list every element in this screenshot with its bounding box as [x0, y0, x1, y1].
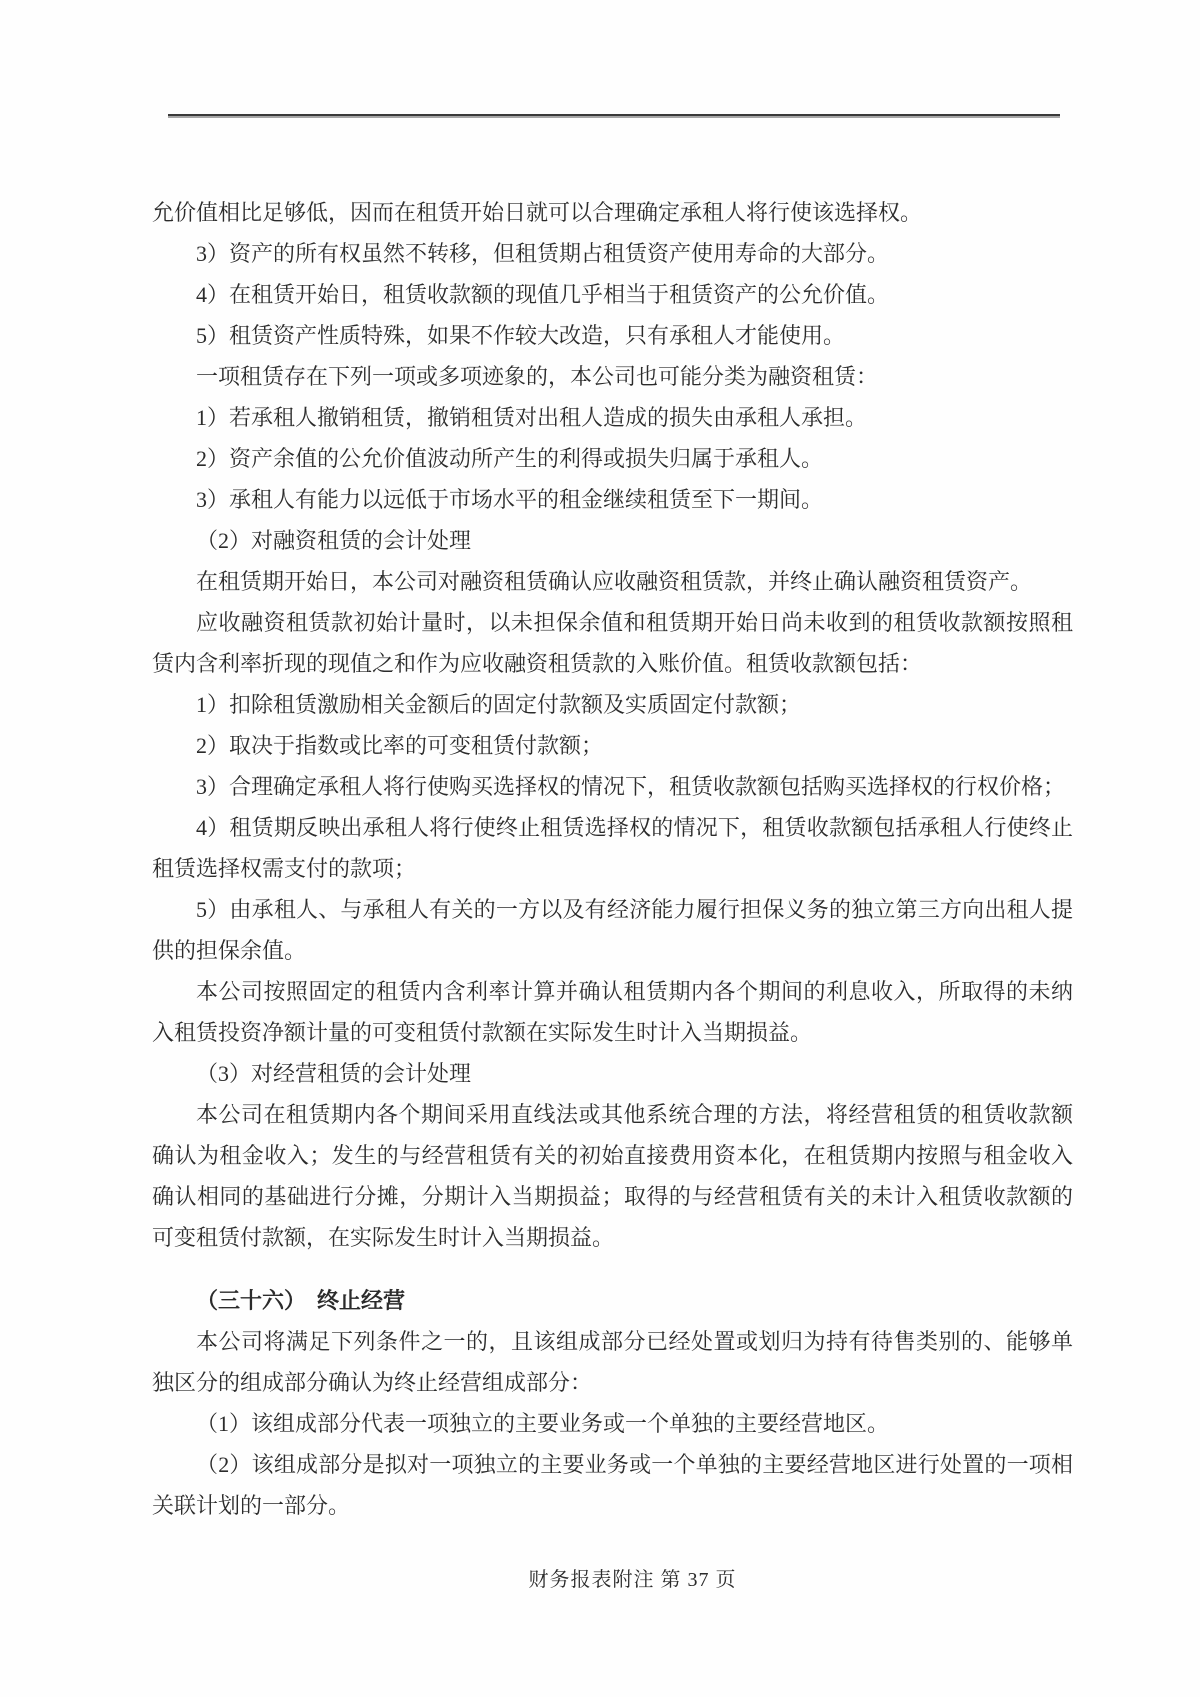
text-line: 入租赁投资净额计量的可变租赁付款额在实际发生时计入当期损益。	[152, 1020, 813, 1045]
text-line: 供的担保余值。	[152, 938, 307, 963]
text-line: 本公司将满足下列条件之一的，且该组成部分已经处置或划归为持有待售类别的、能够单	[196, 1329, 1073, 1354]
text-line: （3）对经营租赁的会计处理	[196, 1061, 472, 1086]
text-line: 一项租赁存在下列一项或多项迹象的，本公司也可能分类为融资租赁：	[196, 364, 879, 389]
page-footer	[172, 1566, 1093, 1594]
text-line: 3）资产的所有权虽然不转移，但租赁期占租赁资产使用寿命的大部分。	[196, 241, 890, 266]
text-line: 1）若承租人撤销租赁，撤销租赁对出租人造成的损失由承租人承担。	[196, 405, 868, 430]
text-line: 租赁选择权需支付的款项；	[152, 856, 417, 881]
text-line: 5）由承租人、与承租人有关的一方以及有经济能力履行担保义务的独立第三方向出租人提	[196, 897, 1073, 922]
text-line: 3）承租人有能力以远低于市场水平的租金继续租赁至下一期间。	[196, 487, 824, 512]
text-line: 4）在租赁开始日，租赁收款额的现值几乎相当于租赁资产的公允价值。	[196, 282, 890, 307]
footer-page-label: 财务报表附注 第 37 页	[528, 1569, 737, 1591]
text-line: 赁内含利率折现的现值之和作为应收融资租赁款的入账价值。租赁收款额包括：	[152, 651, 923, 676]
text-line: 可变租赁付款额，在实际发生时计入当期损益。	[152, 1225, 615, 1250]
text-line: 3）合理确定承租人将行使购买选择权的情况下，租赁收款额包括购买选择权的行权价格；	[196, 774, 1066, 799]
text-line: 5）租赁资产性质特殊，如果不作较大改造，只有承租人才能使用。	[196, 323, 846, 348]
text-line: （2）该组成部分是拟对一项独立的主要业务或一个单独的主要经营地区进行处置的一项相	[196, 1452, 1073, 1477]
text-line: 本公司按照固定的租赁内含利率计算并确认租赁期内各个期间的利息收入，所取得的未纳	[196, 979, 1073, 1004]
text-line: 在租赁期开始日，本公司对融资租赁确认应收融资租赁款，并终止确认融资租赁资产。	[196, 569, 1033, 594]
text-line: （2）对融资租赁的会计处理	[196, 528, 472, 553]
text-line: 关联计划的一部分。	[152, 1493, 351, 1518]
text-line: 2）资产余值的公允价值波动所产生的利得或损失归属于承租人。	[196, 446, 824, 471]
text-line: 确认为租金收入；发生的与经营租赁有关的初始直接费用资本化，在租赁期内按照与租金收入	[152, 1143, 1073, 1168]
document-body	[152, 192, 1073, 1526]
text-line: （1）该组成部分代表一项独立的主要业务或一个单独的主要经营地区。	[196, 1411, 890, 1436]
text-line: 4）租赁期反映出承租人将行使终止租赁选择权的情况下，租赁收款额包括承租人行使终止	[196, 815, 1073, 840]
text-line: 确认相同的基础进行分摊，分期计入当期损益；取得的与经营租赁有关的未计入租赁收款额的	[152, 1184, 1073, 1209]
text-line: 本公司在租赁期内各个期间采用直线法或其他系统合理的方法，将经营租赁的租赁收款额	[196, 1102, 1073, 1127]
text-line: 1）扣除租赁激励相关金额后的固定付款额及实质固定付款额；	[196, 692, 802, 717]
text-line: 独区分的组成部分确认为终止经营组成部分：	[152, 1370, 593, 1395]
header-divider-line	[168, 114, 1060, 116]
text-line: 2）取决于指数或比率的可变租赁付款额；	[196, 733, 604, 758]
section-heading: （三十六） 终止经营	[196, 1288, 406, 1313]
text-line: 允价值相比足够低，因而在租赁开始日就可以合理确定承租人将行使该选择权。	[152, 200, 923, 225]
text-line: 应收融资租赁款初始计量时，以未担保余值和租赁期开始日尚未收到的租赁收款额按照租	[196, 610, 1073, 635]
